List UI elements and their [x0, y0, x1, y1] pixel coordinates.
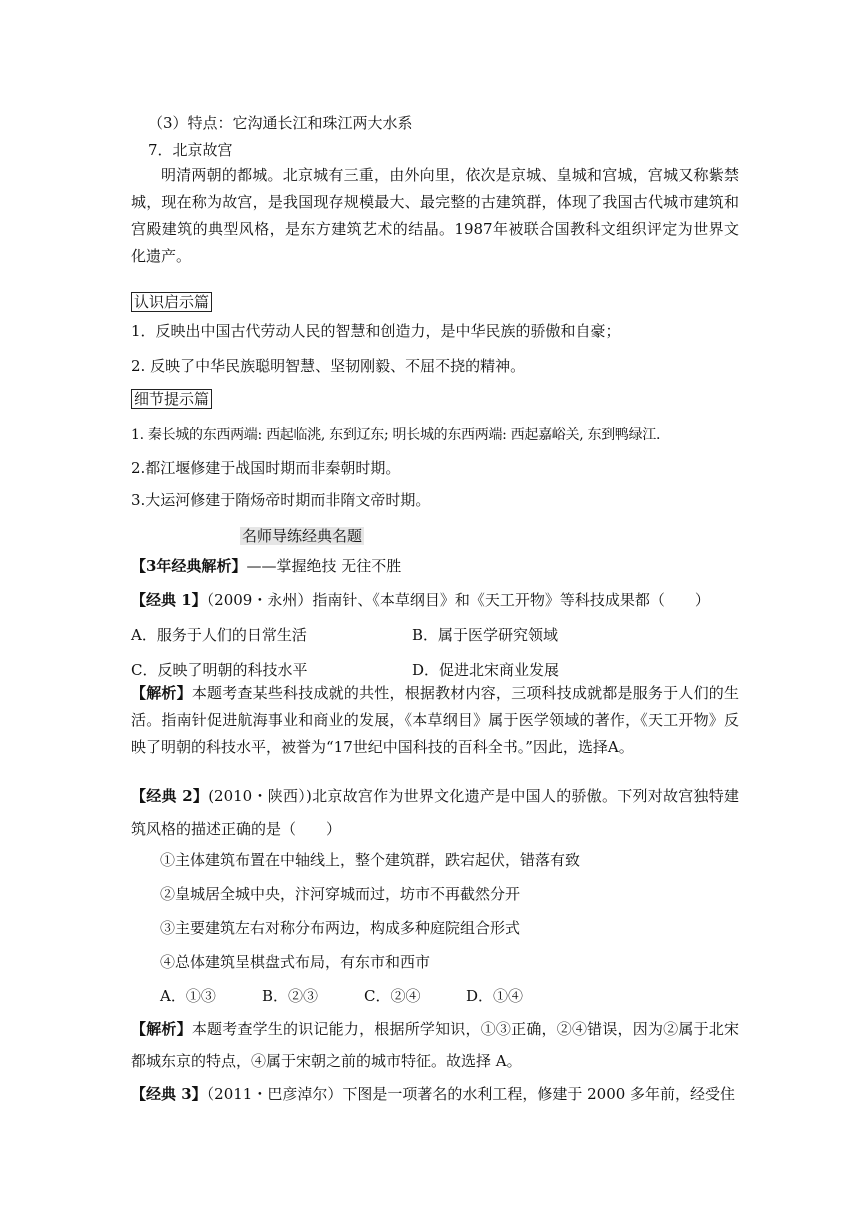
- question-2-option-c: C．②④: [364, 987, 421, 1005]
- answer-1-tag: 【解析】: [131, 684, 192, 702]
- question-1-option-b: B．属于医学研究领域: [412, 626, 559, 644]
- question-2-option-a: A．①③: [160, 987, 216, 1005]
- question-3-text: （2011・巴彦淖尔）下图是一项著名的水利工程，修建于 2000 多年前，经受住: [206, 1085, 736, 1103]
- teacher-section-title-text: 名师导练经典名题: [242, 527, 363, 545]
- question-2-statement-3: ③主要建筑左右对称分布两边，构成多种庭院组合形式: [160, 919, 521, 937]
- question-3-tag: 【经典 3】: [131, 1085, 207, 1103]
- question-2-tag: 【经典 2】: [131, 787, 209, 805]
- question-2-statement-1: ①主体建筑布置在中轴线上，整个建筑群，跌宕起伏，错落有致: [160, 851, 581, 869]
- answer-2-paragraph: [131, 1013, 739, 1077]
- question-3: [131, 1084, 735, 1104]
- question-1-option-a: A．服务于人们的日常生活: [131, 626, 307, 644]
- question-1-option-c: C．反映了明朝的科技水平: [131, 661, 308, 679]
- question-2-statement-4: ④总体建筑呈棋盘式布局，有东市和西市: [160, 953, 431, 971]
- three-year-heading-sub: ——掌握绝技 无往不胜: [246, 557, 402, 575]
- answer-1-text: 本题考查某些科技成就的共性，根据教材内容，三项科技成就都是服务于人们的生活。指南针促进航海事业和商业的发展，《本草纲目》属于医学领域的著作，《天工开物》反映了明朝的科技水平，被誉为“17世纪中国科技的百科全书。”因此，选择A。: [131, 684, 739, 756]
- three-year-heading-tag: 【3年经典解析】: [131, 557, 247, 575]
- detail-heading: [131, 389, 212, 409]
- forbidden-city-paragraph: 明清两朝的都城。北京城有三重，由外向里，依次是京城、皇城和宫城，宫城又称紫禁城，现在称为故宫，是我国现存规模最大、最完整的古建筑群，体现了我国古代城市建筑和宫殿建筑的典型风格，是东方建筑艺术的结晶。1987年被联合国教科文组织评定为世界文化遗产。: [131, 166, 739, 265]
- answer-2-text: 本题考查学生的识记能力，根据所学知识，①③正确，②④错误，因为②属于北宋都城东京的特点，④属于宋朝之前的城市特征。故选择 A。: [131, 1020, 739, 1070]
- question-1: [131, 590, 710, 610]
- question-2-option-d: D．①④: [466, 987, 524, 1005]
- detail-item-2: 2.都江堰修建于战国时期而非秦朝时期。: [131, 459, 401, 477]
- question-2-paragraph: [131, 780, 739, 846]
- insight-item-1: 1．反映出中国古代劳动人民的智慧和创造力，是中华民族的骄傲和自豪；: [131, 322, 621, 340]
- detail-item-3: 3.大运河修建于隋炀帝时期而非隋文帝时期。: [131, 491, 431, 509]
- answer-1-paragraph: [131, 680, 739, 761]
- detail-heading-label: 细节提示篇: [131, 389, 212, 409]
- insight-heading: [131, 292, 212, 312]
- three-year-heading: [131, 556, 401, 576]
- question-1-text: （2009・永州）指南针、《本草纲目》和《天工开物》等科技成果都（ ）: [206, 591, 710, 609]
- answer-2-tag: 【解析】: [131, 1020, 192, 1038]
- question-2-statement-2: ②皇城居全城中央，汴河穿城而过，坊市不再截然分开: [160, 885, 521, 903]
- section-heading-forbidden-city: 7．北京故宫: [148, 141, 233, 159]
- detail-item-1: 1. 秦长城的东西两端: 西起临洮, 东到辽东; 明长城的东西两端: 西起嘉峪关, 东到鸭绿江.: [131, 427, 661, 443]
- question-2-text: (2010・陕西）)北京故宫作为世界文化遗产是中国人的骄傲。下列对故宫独特建筑风格的描述正确的是（ ）: [131, 787, 739, 838]
- question-1-option-d: D．促进北宋商业发展: [412, 661, 560, 679]
- canal-feature-line: （3）特点：它沟通长江和珠江两大水系: [148, 114, 413, 132]
- insight-item-2: 2. 反映了中华民族聪明智慧、坚韧刚毅、不屈不挠的精神。: [131, 357, 526, 375]
- question-2-option-b: B．②③: [262, 987, 319, 1005]
- teacher-section-title: [240, 526, 364, 546]
- question-1-tag: 【经典 1】: [131, 591, 207, 609]
- insight-heading-label: 认识启示篇: [131, 292, 212, 312]
